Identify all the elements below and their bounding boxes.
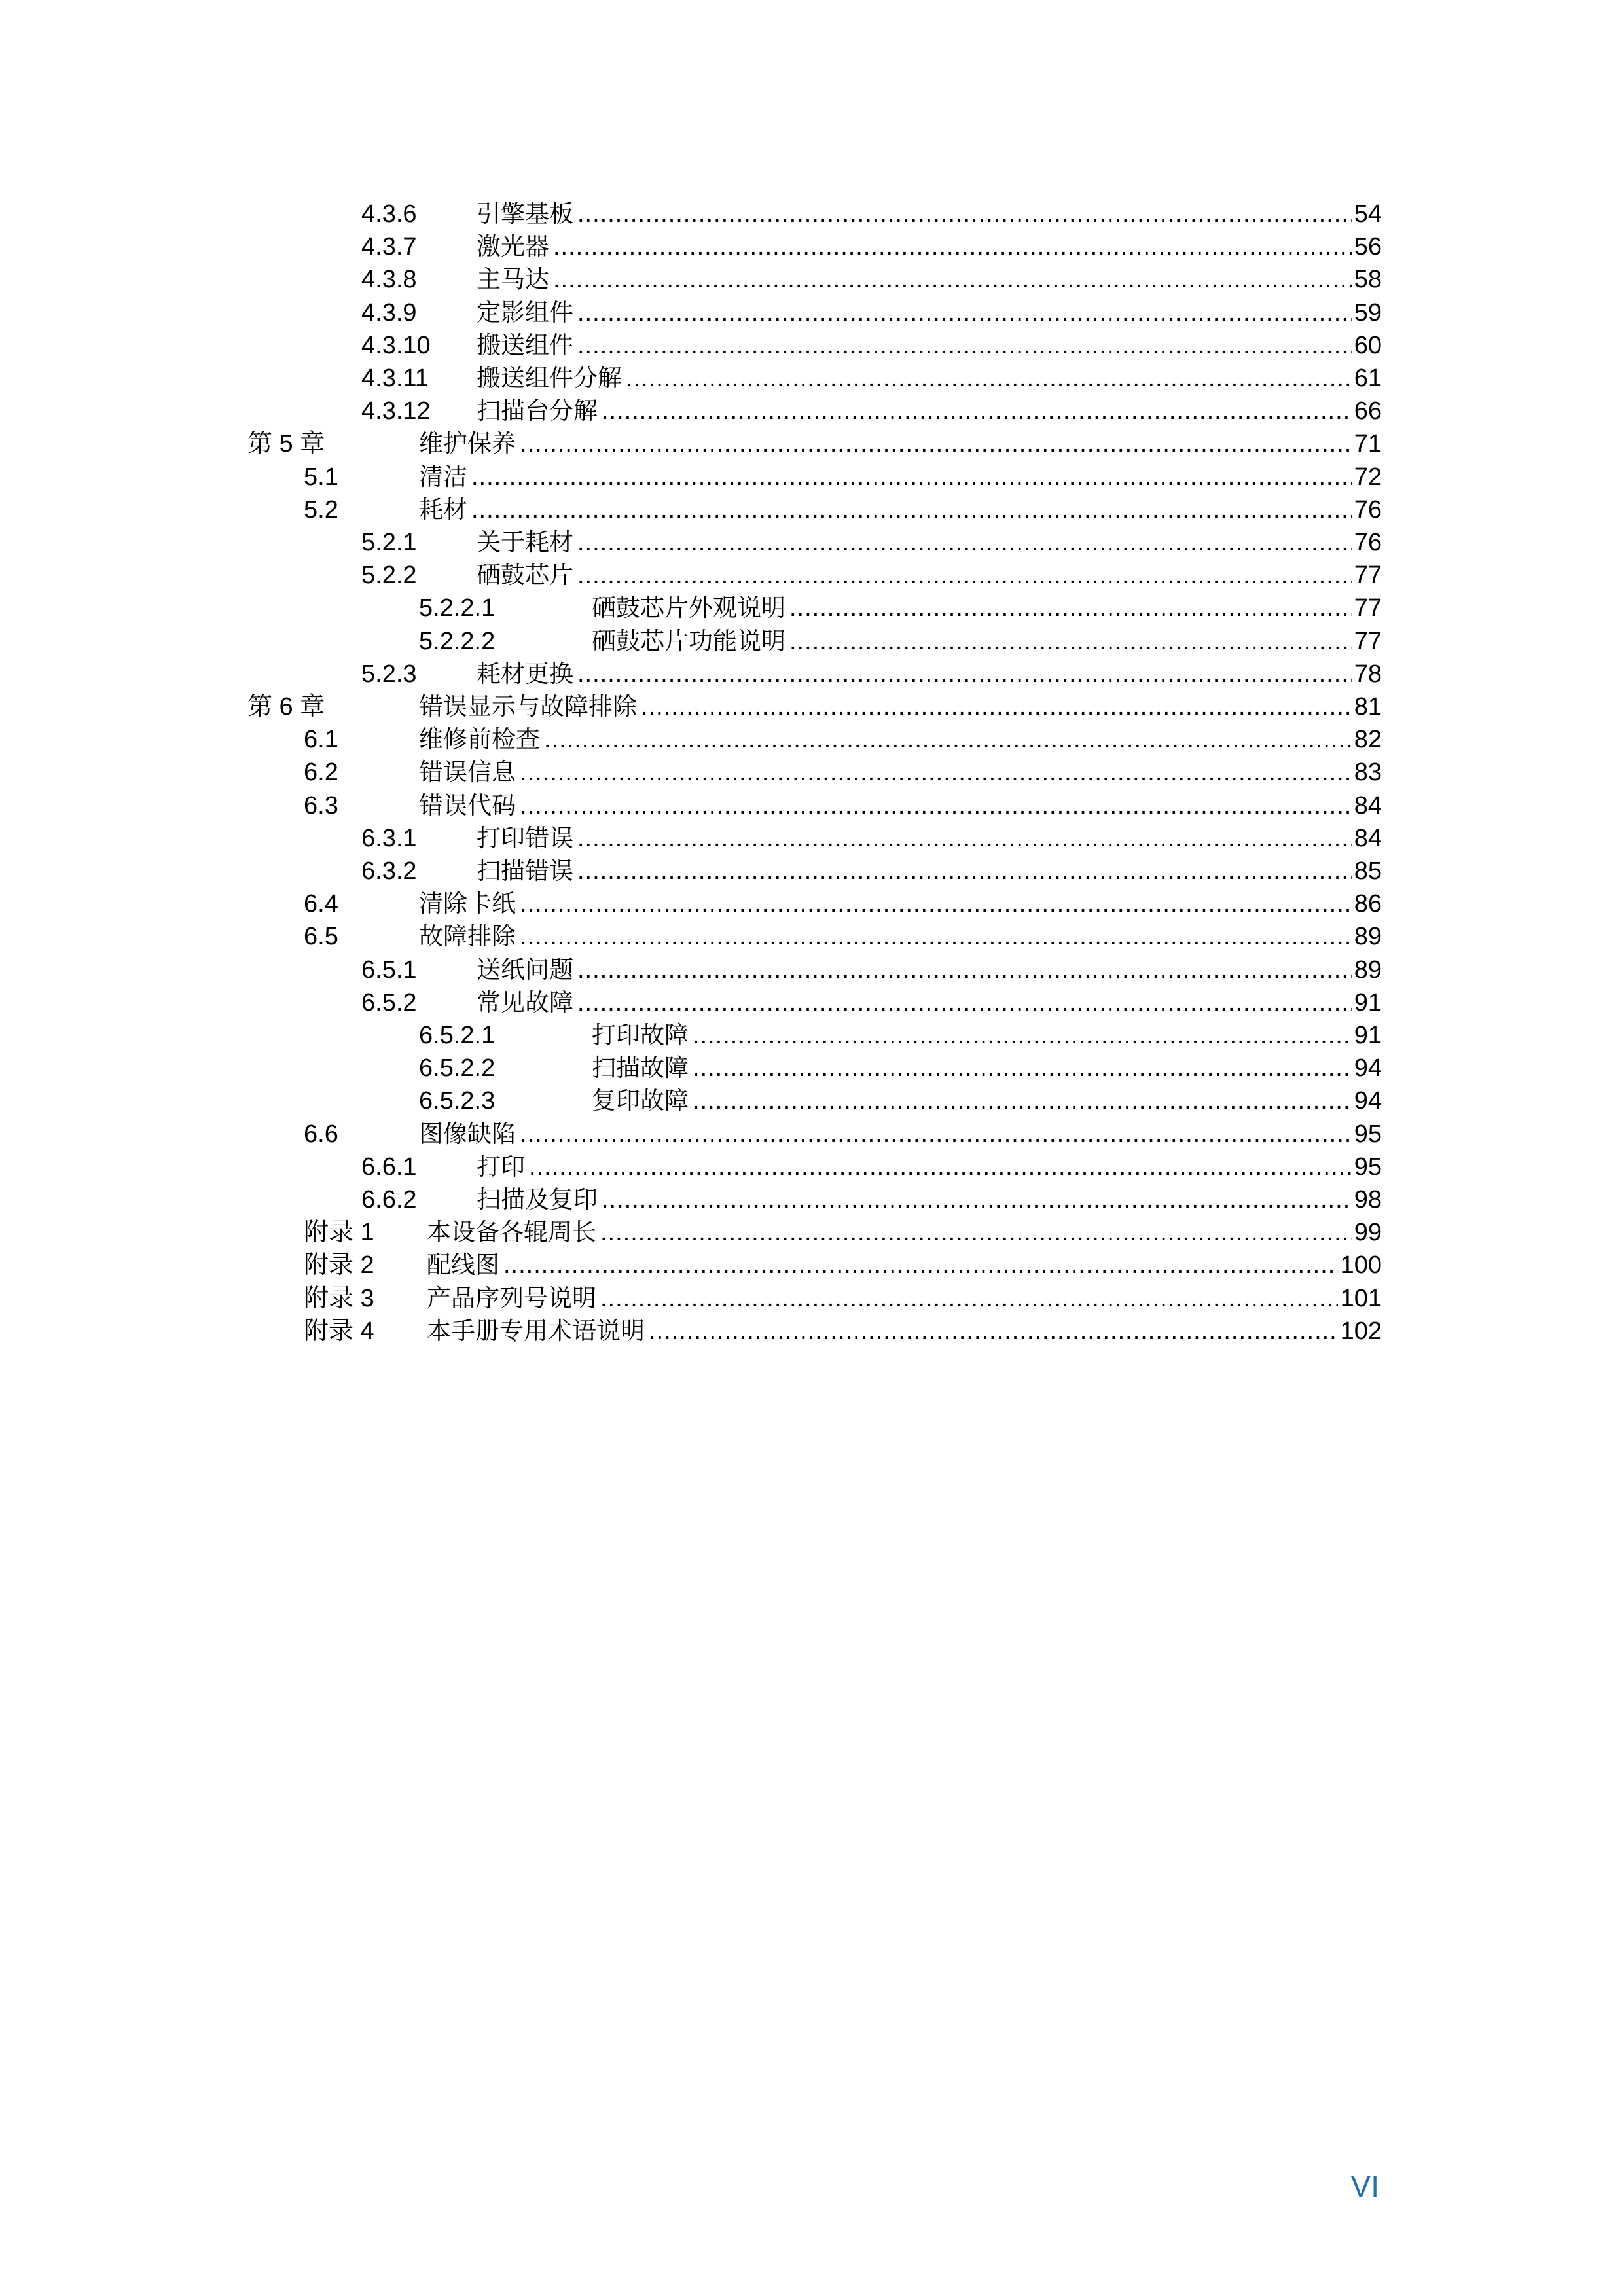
toc-entry-page-number: 89 <box>1354 956 1382 984</box>
toc-entry-number: 4.3.9 <box>361 298 417 327</box>
toc-entry-number: 6.5 <box>304 923 338 951</box>
dot-leader <box>520 427 1352 460</box>
toc-entry-page-number: 99 <box>1354 1219 1382 1247</box>
toc-entry-number: 5.2.1 <box>361 529 417 556</box>
toc-entry-number: 附录 4 <box>304 1317 374 1345</box>
toc-entry[interactable] <box>0 1183 1624 1216</box>
toc-entry[interactable] <box>0 888 1624 920</box>
toc-entry-title-line <box>477 329 1382 362</box>
toc-entry-title: 扫描故障 <box>592 1054 689 1083</box>
toc-entry-title: 配线图 <box>427 1251 499 1280</box>
dot-leader <box>577 198 1352 230</box>
toc-entry-page-number: 66 <box>1354 397 1382 425</box>
toc-entry[interactable] <box>0 296 1624 329</box>
toc-entry-title: 硒鼓芯片 <box>477 561 573 590</box>
toc-entry[interactable] <box>0 592 1624 624</box>
toc-entry-number: 4.3.12 <box>361 397 431 425</box>
toc-entry-title: 硒鼓芯片功能说明 <box>592 626 785 655</box>
toc-entry[interactable] <box>0 986 1624 1019</box>
toc-entry-title-line <box>592 592 1382 624</box>
toc-entry-title: 清除卡纸 <box>419 889 516 918</box>
toc-entry-number: 附录 1 <box>304 1219 374 1247</box>
dot-leader <box>577 855 1352 888</box>
dot-leader <box>544 723 1352 756</box>
toc-entry-title-line <box>477 1183 1382 1216</box>
toc-entry-number: 4.3.6 <box>361 200 417 228</box>
dot-leader <box>626 362 1352 395</box>
toc-entry-page-number: 100 <box>1340 1251 1382 1280</box>
toc-entry-page-number: 85 <box>1354 857 1382 885</box>
toc-entry-title: 错误代码 <box>419 791 516 819</box>
toc-entry-title-line <box>419 493 1382 526</box>
toc-entry-number: 5.2.2.1 <box>419 594 496 622</box>
toc-entry-title-line <box>592 1052 1382 1085</box>
toc-entry-title: 扫描台分解 <box>477 397 598 425</box>
dot-leader <box>577 559 1352 592</box>
toc-entry-title-line <box>477 296 1382 329</box>
toc-entry-title-line <box>427 1282 1382 1315</box>
toc-entry-title-line <box>477 230 1382 263</box>
dot-leader <box>577 329 1352 362</box>
toc-entry-number: 6.6.1 <box>361 1153 417 1181</box>
toc-entry[interactable] <box>0 263 1624 296</box>
toc-entry-number: 6.1 <box>304 726 338 754</box>
toc-entry-page-number: 102 <box>1340 1317 1382 1345</box>
toc-entry-title: 常见故障 <box>477 988 573 1016</box>
toc-entry-title-line <box>477 658 1382 691</box>
toc-entry-page-number: 60 <box>1354 331 1382 359</box>
toc-entry-title: 打印错误 <box>477 823 573 852</box>
dot-leader <box>789 592 1352 624</box>
toc-entry-page-number: 95 <box>1354 1120 1382 1148</box>
toc-entry-page-number: 76 <box>1354 529 1382 556</box>
toc-entry-number: 第 6 章 <box>247 693 325 721</box>
toc-entry-title: 打印故障 <box>592 1021 689 1049</box>
toc-entry-number: 5.2.3 <box>361 660 417 688</box>
dot-leader <box>577 986 1352 1019</box>
dot-leader <box>602 395 1352 427</box>
toc-entry-number: 5.2.2.2 <box>419 627 496 655</box>
toc-entry[interactable] <box>0 230 1624 263</box>
toc-entry-page-number: 91 <box>1354 988 1382 1016</box>
toc-entry-title: 定影组件 <box>477 298 573 327</box>
dot-leader <box>602 1183 1352 1216</box>
toc-entry-page-number: 84 <box>1354 791 1382 819</box>
toc-entry[interactable] <box>0 954 1624 986</box>
dot-leader <box>577 296 1352 329</box>
toc-entry-title-line <box>419 789 1382 822</box>
toc-entry-number: 6.5.2.3 <box>419 1087 496 1115</box>
toc-entry-title-line <box>592 1019 1382 1052</box>
dot-leader <box>520 888 1352 920</box>
toc-entry-number: 4.3.10 <box>361 331 431 359</box>
toc-entry-number: 6.2 <box>304 759 338 787</box>
toc-entry-title: 扫描错误 <box>477 857 573 885</box>
toc-entry-number: 6.5.2 <box>361 988 417 1016</box>
toc-entry[interactable] <box>0 427 1624 460</box>
toc-entry[interactable] <box>0 625 1624 658</box>
toc-entry[interactable] <box>0 756 1624 789</box>
toc-entry-title: 本设备各辊周长 <box>427 1218 596 1247</box>
toc-entry-title: 关于耗材 <box>477 528 573 556</box>
toc-entry-number: 4.3.7 <box>361 233 417 261</box>
toc-entry-number: 6.3.1 <box>361 824 417 852</box>
toc-entry[interactable] <box>0 920 1624 953</box>
toc-entry-page-number: 94 <box>1354 1087 1382 1115</box>
toc-entry-title-line <box>477 822 1382 855</box>
dot-leader <box>600 1282 1338 1315</box>
page-number: VI <box>1350 2169 1379 2203</box>
toc-entry[interactable] <box>0 559 1624 592</box>
toc-entry-title: 送纸问题 <box>477 955 573 984</box>
toc-entry[interactable] <box>0 526 1624 559</box>
toc-entry-title: 打印 <box>477 1152 525 1181</box>
toc-entry-page-number: 94 <box>1354 1054 1382 1083</box>
toc-entry-page-number: 82 <box>1354 726 1382 754</box>
dot-leader <box>600 1216 1352 1249</box>
toc-entry-title: 本手册专用术语说明 <box>427 1316 645 1345</box>
toc-entry-title: 耗材 <box>419 495 467 524</box>
toc-entry-page-number: 61 <box>1354 365 1382 392</box>
toc-entry-title-line <box>419 427 1382 460</box>
toc-entry-title: 搬送组件分解 <box>477 364 622 392</box>
toc-entry-title: 搬送组件 <box>477 331 573 359</box>
toc-entry[interactable] <box>0 1052 1624 1085</box>
toc-entry[interactable] <box>0 1118 1624 1151</box>
toc-entry-page-number: 91 <box>1354 1022 1382 1049</box>
toc-entry-page-number: 84 <box>1354 824 1382 852</box>
toc-entry-title: 故障排除 <box>419 922 516 951</box>
toc-entry-page-number: 76 <box>1354 495 1382 524</box>
toc-entry-title: 激光器 <box>477 232 549 261</box>
toc-entry-title: 维护保养 <box>419 429 516 458</box>
dot-leader <box>641 691 1352 723</box>
toc-entry-page-number: 77 <box>1354 562 1382 590</box>
dot-leader <box>577 822 1352 855</box>
toc-entry-page-number: 77 <box>1354 627 1382 655</box>
toc-entry-title-line <box>419 756 1382 789</box>
toc-entry-title-line <box>477 559 1382 592</box>
toc-entry-title-line <box>419 1118 1382 1151</box>
toc-entry-title-line <box>477 395 1382 427</box>
toc-entry-title-line <box>477 986 1382 1019</box>
toc-entry-title-line <box>419 888 1382 920</box>
toc-entry-number: 6.6 <box>304 1120 338 1148</box>
toc-entry[interactable] <box>0 855 1624 888</box>
toc-entry[interactable] <box>0 789 1624 822</box>
toc-entry-number: 5.2 <box>304 495 338 524</box>
toc-entry[interactable] <box>0 1019 1624 1052</box>
dot-leader <box>471 461 1352 493</box>
toc-entry-title: 主马达 <box>477 265 549 294</box>
toc-entry[interactable] <box>0 1216 1624 1249</box>
toc-entry-page-number: 77 <box>1354 594 1382 622</box>
dot-leader <box>577 526 1352 559</box>
toc-entry[interactable] <box>0 691 1624 723</box>
toc-entry-title: 图像缺陷 <box>419 1119 516 1148</box>
toc-entry-title-line <box>419 920 1382 953</box>
toc-entry-title: 产品序列号说明 <box>427 1283 596 1312</box>
toc-entry-number: 6.3 <box>304 791 338 819</box>
toc-entry-title: 耗材更换 <box>477 659 573 688</box>
dot-leader <box>520 789 1352 822</box>
toc-entry-number: 附录 2 <box>304 1251 374 1280</box>
toc-entry-page-number: 54 <box>1354 200 1382 228</box>
toc-entry-number: 6.5.2.1 <box>419 1022 496 1049</box>
toc-entry-title-line <box>427 1249 1382 1282</box>
toc-entry-number: 附录 3 <box>304 1284 374 1312</box>
dot-leader <box>503 1249 1338 1282</box>
toc-entry-title-line <box>419 461 1382 493</box>
dot-leader <box>693 1019 1352 1052</box>
toc-entry[interactable] <box>0 1315 1624 1348</box>
dot-leader <box>649 1315 1338 1348</box>
toc-entry-title: 引擎基板 <box>477 200 573 228</box>
toc-entry[interactable] <box>0 1085 1624 1117</box>
toc-entry-title-line <box>477 263 1382 296</box>
dot-leader <box>520 756 1352 789</box>
toc-entry-page-number: 86 <box>1354 890 1382 918</box>
toc-entry-title-line <box>477 526 1382 559</box>
toc-entry-title: 硒鼓芯片外观说明 <box>592 594 785 622</box>
toc-entry-title-line <box>592 1085 1382 1117</box>
toc-entry-number: 第 5 章 <box>247 430 325 458</box>
toc-entry-title-line <box>477 1151 1382 1183</box>
dot-leader <box>693 1052 1352 1085</box>
dot-leader <box>693 1085 1352 1117</box>
toc-entry-page-number: 81 <box>1354 693 1382 721</box>
toc-entry[interactable] <box>0 395 1624 427</box>
toc-entry[interactable] <box>0 198 1624 230</box>
toc-entry-page-number: 59 <box>1354 298 1382 327</box>
toc-entry-number: 6.5.2.2 <box>419 1054 496 1083</box>
toc-entry-number: 6.4 <box>304 890 338 918</box>
toc-entry[interactable] <box>0 658 1624 691</box>
toc-entry[interactable] <box>0 1282 1624 1315</box>
dot-leader <box>471 493 1352 526</box>
toc-entry-number: 5.2.2 <box>361 562 417 590</box>
toc-entry-page-number: 98 <box>1354 1186 1382 1213</box>
dot-leader <box>520 920 1352 953</box>
toc-entry-page-number: 58 <box>1354 266 1382 294</box>
toc-entry-number: 5.1 <box>304 463 338 491</box>
dot-leader <box>553 230 1352 263</box>
toc-entry-title-line <box>419 723 1382 756</box>
toc-entry-title-line <box>427 1315 1382 1348</box>
toc-entry-title: 错误信息 <box>419 758 516 787</box>
toc-entry-page-number: 56 <box>1354 233 1382 261</box>
toc-entry-title: 复印故障 <box>592 1086 689 1115</box>
dot-leader <box>520 1118 1352 1151</box>
toc-entry-page-number: 71 <box>1354 430 1382 458</box>
toc-entry-page-number: 72 <box>1354 463 1382 491</box>
dot-leader <box>577 658 1352 691</box>
toc-entry[interactable] <box>0 1151 1624 1183</box>
toc-entry-page-number: 89 <box>1354 923 1382 951</box>
dot-leader <box>529 1151 1352 1183</box>
toc-entry-title-line <box>477 362 1382 395</box>
toc-entry[interactable] <box>0 493 1624 526</box>
toc-entry[interactable] <box>0 329 1624 362</box>
toc-entry-title: 错误显示与故障排除 <box>419 692 637 721</box>
dot-leader <box>789 625 1352 658</box>
toc-entry-page-number: 83 <box>1354 759 1382 787</box>
toc-entry-title: 扫描及复印 <box>477 1185 598 1213</box>
toc-entry-number: 4.3.11 <box>361 365 429 392</box>
toc-entry-title-line <box>477 954 1382 986</box>
toc-entry-page-number: 95 <box>1354 1153 1382 1181</box>
toc-entry[interactable] <box>0 362 1624 395</box>
toc-entry-page-number: 78 <box>1354 660 1382 688</box>
toc-entry-title-line <box>477 855 1382 888</box>
toc-entry-title-line <box>419 691 1382 723</box>
toc-entry-title-line <box>592 625 1382 658</box>
dot-leader <box>553 263 1352 296</box>
toc-entry-title-line <box>477 198 1382 230</box>
dot-leader <box>577 954 1352 986</box>
toc-entry[interactable] <box>0 1249 1624 1282</box>
toc-entry-title-line <box>427 1216 1382 1249</box>
toc-entry[interactable] <box>0 461 1624 493</box>
toc-entry[interactable] <box>0 822 1624 855</box>
toc-entry-title: 清洁 <box>419 462 467 491</box>
toc-entry-number: 6.5.1 <box>361 956 417 984</box>
toc-entry-number: 6.3.2 <box>361 857 417 885</box>
toc-entry-number: 4.3.8 <box>361 266 417 294</box>
toc-entry-page-number: 101 <box>1340 1284 1382 1312</box>
toc-entry-title: 维修前检查 <box>419 725 540 754</box>
toc-entry-number: 6.6.2 <box>361 1186 417 1213</box>
toc-entry[interactable] <box>0 723 1624 756</box>
